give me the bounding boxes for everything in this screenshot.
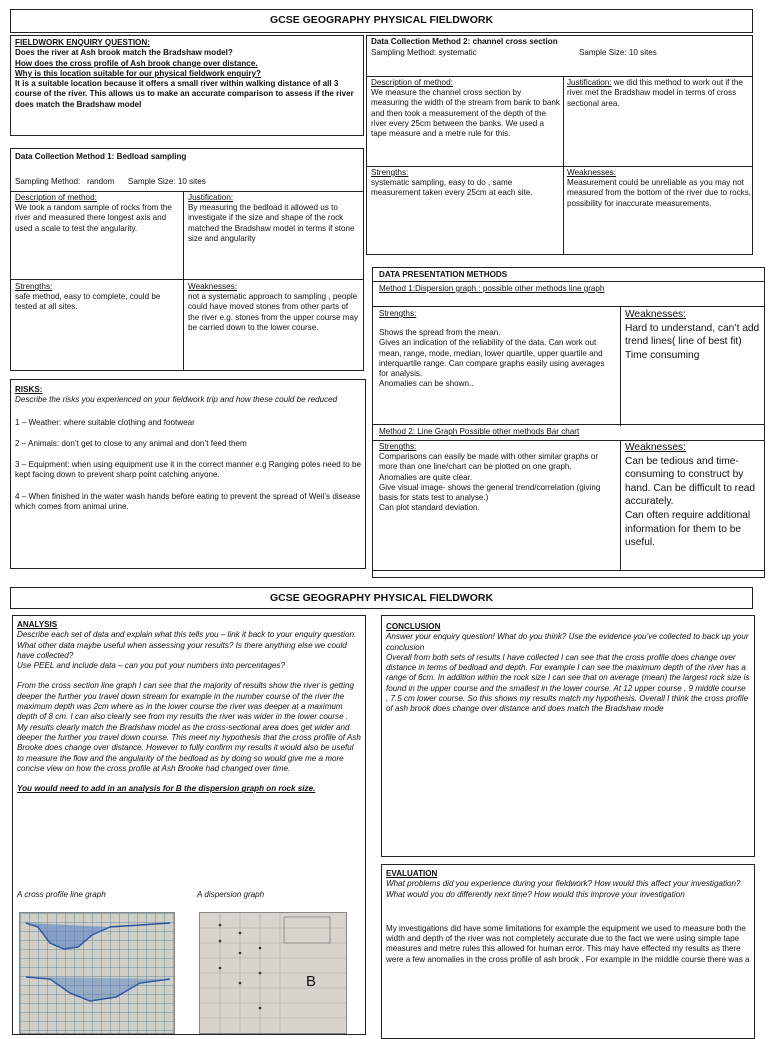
presentation-m1-weaknesses: Hard to understand, can’t add trend lines( line of best fit) Time consuming bbox=[625, 322, 760, 361]
analysis-note: You would need to add in an analysis for B the dispersion graph on rock size. bbox=[17, 784, 316, 794]
method-1-weaknesses: not a systematic approach to sampling , people could have moved stones from other parts of the river e.g. stones from the upper course may be carried down to the lower course. bbox=[188, 292, 359, 332]
conclusion-prompt: Answer your enquiry question! What do you think? Use the evidence you’ve collected to back up your conclusion bbox=[386, 632, 749, 652]
presentation-m2-weaknesses-label: Weaknesses: bbox=[625, 442, 686, 453]
risk-4: 4 – When finished in the water wash hands before eating to prevent the spread of Weil’s disease which comes from animal urine. bbox=[15, 491, 361, 512]
presentation-method-2-title: Method 2: Line Graph Possible other methods Bar chart bbox=[379, 427, 580, 436]
evaluation-body: My investigations did have some limitations for example the equipment we used to measure both the width and depth of the river was not completely accurate due to the fact we were using simple tape measures and metre rules this allowed for human error. This may have effected my results as there were a few anomalies in the cross profile of ash brook . For example in the middle course there was a bbox=[386, 923, 750, 964]
presentation-m1-weaknesses-label: Weaknesses: bbox=[625, 309, 686, 320]
dispersion-graph-drawing bbox=[200, 913, 346, 1033]
page-header-1: GCSE GEOGRAPHY PHYSICAL FIELDWORK bbox=[10, 9, 753, 33]
risk-3: 3 – Equipment: when using equipment use it in the correct manner e.g Ranging poles need to be kept facing down to prevent sharp point catching anyone. bbox=[15, 460, 362, 480]
method-1-title: Data Collection Method 1: Bedload sampling bbox=[15, 152, 187, 161]
presentation-m2-strengths: Comparisons can easily be made with other similar graphs or more than one line/chart can be plotted on one graph. Anomalies are quite clear. Give visual image- shows the general trend/correlation (giving basis for stats test to analyse.) Can plot standard deviation. bbox=[379, 452, 601, 513]
risks-intro: Describe the risks you experienced on your fieldwork trip and how these could be reduced bbox=[15, 395, 338, 405]
method-1-weaknesses-label: Weaknesses: bbox=[188, 282, 237, 291]
evaluation-box bbox=[381, 864, 755, 1039]
method-2-description: We measure the channel cross section by measuring the width of the stream from bank to bank and then took a measurement of the depth of the river every 25cm between the banks. We used a tape measure and a metre rule for this. bbox=[371, 88, 560, 139]
method-2-justification-label: Justification: bbox=[567, 78, 612, 87]
data-presentation-box bbox=[372, 267, 765, 578]
evaluation-prompt: What problems did you experience during your fieldwork? How would this affect your investigation? What would you do differently next time? How would this improve your investigation bbox=[386, 879, 741, 899]
caption-dispersion: A dispersion graph bbox=[197, 890, 265, 899]
risks-heading: RISKS: bbox=[15, 385, 43, 394]
risk-2: 2 – Animals: don’t get to close to any animal and don’t feed them bbox=[15, 438, 247, 448]
enquiry-question-1: Does the river at Ash brook match the Bradshaw model? bbox=[15, 48, 233, 58]
presentation-heading: DATA PRESENTATION METHODS bbox=[379, 270, 508, 279]
method-1-justification: By measuring the bedload it allowed us to investigate if the size and shape of the rock matched the Bradshaw model in terms if stone size and angularity bbox=[188, 203, 355, 243]
method-1-sampling: Sampling Method: random Sample Size: 10 sites bbox=[15, 177, 206, 186]
analysis-box bbox=[12, 615, 366, 1035]
enquiry-question-2: How does the cross profile of Ash brook change over distance. bbox=[15, 58, 258, 68]
risks-box bbox=[10, 379, 366, 569]
cross-profile-graph-photo bbox=[19, 912, 175, 1034]
risk-1: 1 – Weather: where suitable clothing and footwear bbox=[15, 417, 195, 427]
method-2-strengths-label: Strengths: bbox=[371, 168, 409, 177]
method-1-justification-label: Justification: bbox=[188, 193, 234, 202]
method-1-strengths-label: Strengths: bbox=[15, 282, 53, 291]
evaluation-heading: EVALUATION bbox=[386, 869, 438, 878]
analysis-body: From the cross section line graph I can see that the majority of results show the river is getting deeper the further you travel down stream for example in the number course of the river the maximum depth was 2cm where as in the lower course the river was deeper at a maximum depth of 8 cm. I can also clearly see from my results the river was wider in the lower course . My results clearly match the Bradshaw model as the cross-sectional area does get wider and deeper the further you travel down course. This meet my hypothesis that the cross profile of Ash Brooke does change over distance. However to fully confirm my results it would also be useful to measure the flow and the angularity of the bedload as by doing so would give me a more concise view on how the cross profile at Ash Brooke had changed over time. bbox=[17, 681, 361, 773]
presentation-m1-strengths-label: Strengths: bbox=[379, 309, 417, 318]
caption-cross-profile: A cross profile line graph bbox=[17, 890, 106, 899]
analysis-prompt: Describe each set of data and explain what this tells you – link it back to your enquiry question. What other data maybe useful when assessing your results? Is there anything else we could have collected? Use PEEL and include data – can you put your numbers into percentages? bbox=[17, 630, 357, 671]
dispersion-photo-label: B bbox=[306, 973, 317, 990]
enquiry-answer: It is a suitable location because it offers a small river within walking distance of all 3 course of the river. This allows us to make an accurate comparison to assess if the river does match the Bradshaw model bbox=[15, 79, 354, 109]
conclusion-box bbox=[381, 615, 755, 857]
cross-profile-graph-drawing bbox=[20, 913, 174, 1033]
method-2-justification: Justification: we did this method to work out if the river met the Bradshaw model in terms of cross sectional area. bbox=[567, 78, 743, 108]
conclusion-body: Overall from both sets of results I have collected I can see that the cross profile does change over distance in terms of bedload and depth. For example I can see the maximum depth of the river has a range of 6cm. In addition within the rock size I can see that on average (mean) the largest rock size is found in the upper course and the smallest in the lower course. At 12 upper course , 9 middle course , 7.5 cm lower course. So this shows my results match my hypothesis. Overall I think the cross profile of ash brook does change over distance and does match the Bradshaw mode bbox=[386, 652, 750, 714]
method-2-weaknesses-label: Weaknesses: bbox=[567, 168, 616, 177]
enquiry-heading: FIELDWORK ENQUIRY QUESTION: bbox=[15, 38, 150, 47]
method-2-description-label: Description of method: bbox=[371, 78, 453, 87]
page-header-2: GCSE GEOGRAPHY PHYSICAL FIELDWORK bbox=[10, 587, 753, 609]
presentation-method-1-title: Method 1:Dispersion graph : possible other methods line graph bbox=[379, 284, 605, 293]
method-2-sample-size: Sample Size: 10 sites bbox=[579, 48, 657, 57]
presentation-m2-weaknesses: Can be tedious and time-consuming to construct by hand. Can be difficult to read accurately. Can often require additional information for them to be useful. bbox=[625, 455, 756, 549]
enquiry-question-3: Why is this location suitable for our physical fieldwork enquiry? bbox=[15, 68, 261, 78]
dispersion-graph-photo bbox=[199, 912, 347, 1034]
method-2-sampling-method: Sampling Method: systematic bbox=[371, 48, 477, 57]
method-2-title: Data Collection Method 2: channel cross section bbox=[371, 37, 558, 46]
method-1-box bbox=[10, 148, 364, 371]
method-1-description: We took a random sample of rocks from the river and measured there longest axis and used a scale to test the angularity. bbox=[15, 203, 172, 233]
method-2-weaknesses: Measurement could be unreliable as you may not measured from the bottom of the river due to rocks, possibility for inaccurate measurements. bbox=[567, 178, 751, 208]
presentation-m2-strengths-label: Strengths: bbox=[379, 442, 417, 451]
method-2-strengths: systematic sampling, easy to do , same measurement taken every 25cm at each site. bbox=[371, 178, 533, 198]
conclusion-heading: CONCLUSION bbox=[386, 622, 441, 631]
enquiry-question-box bbox=[10, 35, 364, 136]
method-1-strengths: safe method, easy to complete, could be tested at all sites. bbox=[15, 292, 161, 312]
method-1-description-label: Description of method: bbox=[15, 193, 97, 202]
method-2-box bbox=[366, 35, 753, 255]
presentation-m1-strengths: Shows the spread from the mean. Gives an indication of the reliability of the data. Can work out mean, range, mode, median, lower quartile, upper quartile and interquartile range. Can compare graphs easily using averages for analysis. Anomalies can be shown.. bbox=[379, 328, 605, 389]
analysis-heading: ANALYSIS bbox=[17, 620, 58, 629]
